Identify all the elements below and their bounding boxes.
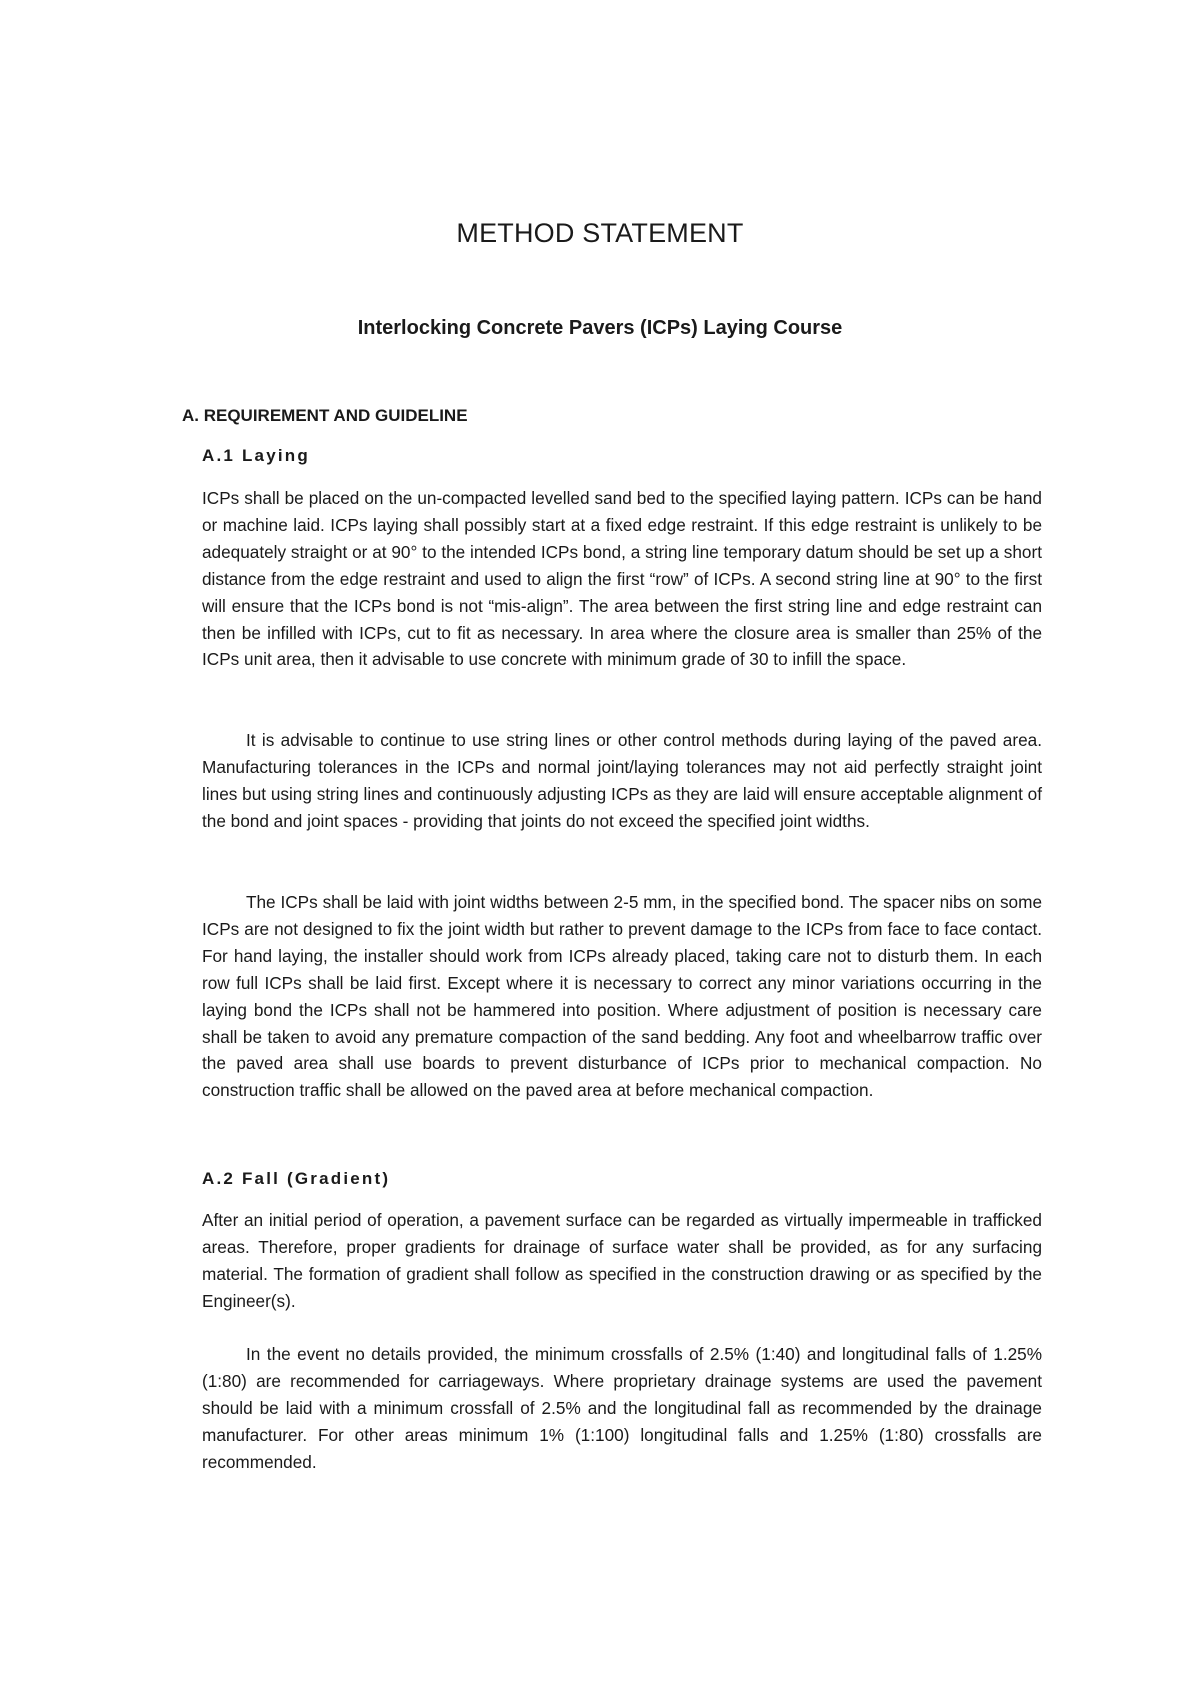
section-heading: A. REQUIREMENT AND GUIDELINE <box>182 406 468 425</box>
paragraph-laying-2: It is advisable to continue to use string lines or other control methods during laying of the paved area. Manufacturing tolerances in the ICPs and normal joint/laying tolerances may not aid perfectly straight joint lines but using string lines and continuously adjusting ICPs as they are laid will ensure acceptable alignment of the bond and joint spaces - providing that joints do not exceed the specified joint widths. <box>202 730 1042 831</box>
paragraph-laying-1: ICPs shall be placed on the un-compacted levelled sand bed to the specified laying pattern. ICPs can be hand or machine laid. ICPs laying shall possibly start at a fixed edge restraint. If this edge restraint is unlikely to be adequately straight or at 90° to the intended ICPs bond, a string line temporary datum should be set up a short distance from the edge restraint and used to align the first “row” of ICPs. A second string line at 90° to the first will ensure that the ICPs bond is not “mis-align”. The area between the first string line and edge restraint can then be infilled with ICPs, cut to fit as necessary. In area where the closure area is smaller than 25% of the ICPs unit area, then it advisable to use concrete with minimum grade of 30 to infill the space. <box>202 488 1042 670</box>
subsection-heading-laying: A.1 Laying <box>202 446 310 465</box>
subsection-heading-fall: A.2 Fall (Gradient) <box>202 1169 391 1188</box>
paragraph-fall-2: In the event no details provided, the minimum crossfalls of 2.5% (1:40) and longitudinal falls of 1.25% (1:80) are recommended for carriageways. Where proprietary drainage systems are used the pavement should be laid with a minimum crossfall of 2.5% and the longitudinal fall as recommended by the drainage manufacturer. For other areas minimum 1% (1:100) longitudinal falls and 1.25% (1:80) crossfalls are recommended. <box>202 1344 1042 1472</box>
paragraph-fall-1: After an initial period of operation, a pavement surface can be regarded as virtually impermeable in trafficked areas. Therefore, proper gradients for drainage of surface water shall be provided, as for any surfacing material. The formation of gradient shall follow as specified in the construction drawing or as specified by the Engineer(s). <box>202 1210 1042 1311</box>
document-title: METHOD STATEMENT <box>456 218 744 248</box>
paragraph-laying-3: The ICPs shall be laid with joint widths between 2-5 mm, in the specified bond. The spacer nibs on some ICPs are not designed to fix the joint width but rather to prevent damage to the ICPs from face to face contact. For hand laying, the installer should work from ICPs already placed, taking care not to disturb them. In each row full ICPs shall be laid first. Except where it is necessary to correct any minor variations occurring in the laying bond the ICPs shall not be hammered into position. Where adjustment of position is necessary care shall be taken to avoid any premature compaction of the sand bedding. Any foot and wheelbarrow traffic over the paved area shall use boards to prevent disturbance of ICPs prior to mechanical compaction. No construction traffic shall be allowed on the paved area at before mechanical compaction. <box>202 892 1042 1101</box>
document-subtitle: Interlocking Concrete Pavers (ICPs) Laying Course <box>357 317 843 339</box>
